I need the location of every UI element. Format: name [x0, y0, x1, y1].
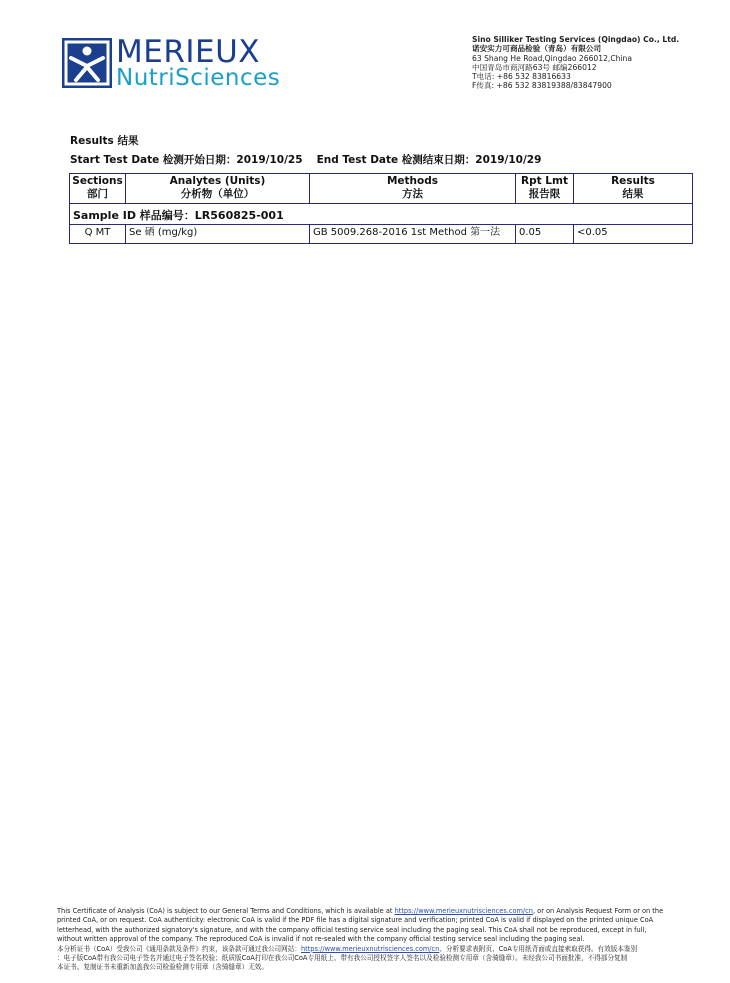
header-sections: Sections 部门: [70, 174, 126, 204]
test-dates: [70, 152, 541, 167]
company-name-cn: 诺安实力可商品检验（青岛）有限公司: [472, 44, 602, 54]
company-fax: F传真: +86 532 83819388/83847900: [472, 81, 612, 91]
footer-line-5: 本分析证书（CoA）受我公司《通用条款及条件》约束，该条款可通过我公司网站：https://www.merieuxnutrisciences.com/cn、分析要求表附页、CoA专用纸背面或直接索取获得。有效版本鉴别: [57, 944, 638, 953]
footer-line-4: without written approval of the company. The reproduced CoA is invalid if not re-sealed with the company official testing service seal including the paging seal.: [57, 935, 585, 944]
company-address-en: 63 Shang He Road,Qingdao 266012,China: [472, 53, 633, 63]
cell-method: GB 5009.268-2016 1st Method 第一法: [310, 225, 516, 244]
header-analytes: Analytes (Units) 分析物（单位）: [126, 174, 310, 204]
header-results: Results 结果: [574, 174, 693, 204]
sample-id: Sample ID 样品编号：LR560825-001: [70, 204, 693, 225]
footer-line-3: letterhead, with the authorized signatory's signature, and with the company official testing service seal including the paging seal. This CoA shall not be reproduced, except in full,: [57, 925, 647, 934]
results-heading: Results 结果: [70, 135, 139, 147]
logo-wordmark-nutrisciences: NutriSciences: [116, 65, 281, 91]
footer-line-6: ：电子版CoA带有我公司电子签名并通过电子签名校验；纸质版CoA打印在我公司CoA专用纸上、带有我公司授权签字人签名以及检验检测专用章（含骑缝章）。未经我公司书面批准，不得部分复制: [57, 954, 628, 963]
start-test-date: Start Test Date 检测开始日期：2019/10/25: [70, 154, 303, 166]
footer-line-1: This Certificate of Analysis (CoA) is subject to our General Terms and Conditions, which is available at https://www.merieuxnutrisciences.com/cn, or on Analysis Request Form or on the: [57, 907, 664, 915]
table-header-row: [70, 174, 693, 204]
header-methods: Methods 方法: [310, 174, 516, 204]
sample-id-row: [70, 204, 693, 225]
company-address-cn: 中国青岛市商河路63号 邮编266012: [472, 62, 597, 72]
cell-result: <0.05: [574, 225, 693, 244]
header-rpt-lmt: Rpt Lmt 报告限: [516, 174, 574, 204]
cell-rpt-lmt: 0.05: [516, 225, 574, 244]
cell-section: Q MT: [70, 225, 126, 244]
company-info: [472, 35, 722, 91]
footer-line-2: printed CoA, or on request. CoA authenticity: electronic CoA is valid if the PDF file has a digital signature and verification; printed CoA is valid if displayed on the printed unique CoA: [57, 916, 654, 925]
company-logo: [62, 34, 302, 92]
results-table: [69, 173, 693, 244]
company-name-en: Sino Silliker Testing Services (Qingdao) Co., Ltd.: [472, 35, 680, 44]
terms-link[interactable]: https://www.merieuxnutrisciences.com/cn: [394, 907, 533, 915]
logo-wordmark-merieux: MERIEUX: [116, 34, 261, 70]
table-row: [70, 225, 693, 244]
footer-disclaimer: [57, 907, 712, 973]
end-test-date: End Test Date 检测结束日期：2019/10/29: [316, 154, 542, 166]
cell-analyte: Se 硒 (mg/kg): [126, 225, 310, 244]
terms-link-cn[interactable]: https://www.merieuxnutrisciences.com/cn: [300, 944, 440, 953]
merieux-logo-icon: [62, 38, 112, 88]
footer-line-7: 本证书。复制证书未重新加盖我公司检验检测专用章（含骑缝章）无效。: [57, 963, 268, 972]
company-tel: T电话: +86 532 83816633: [472, 72, 571, 82]
